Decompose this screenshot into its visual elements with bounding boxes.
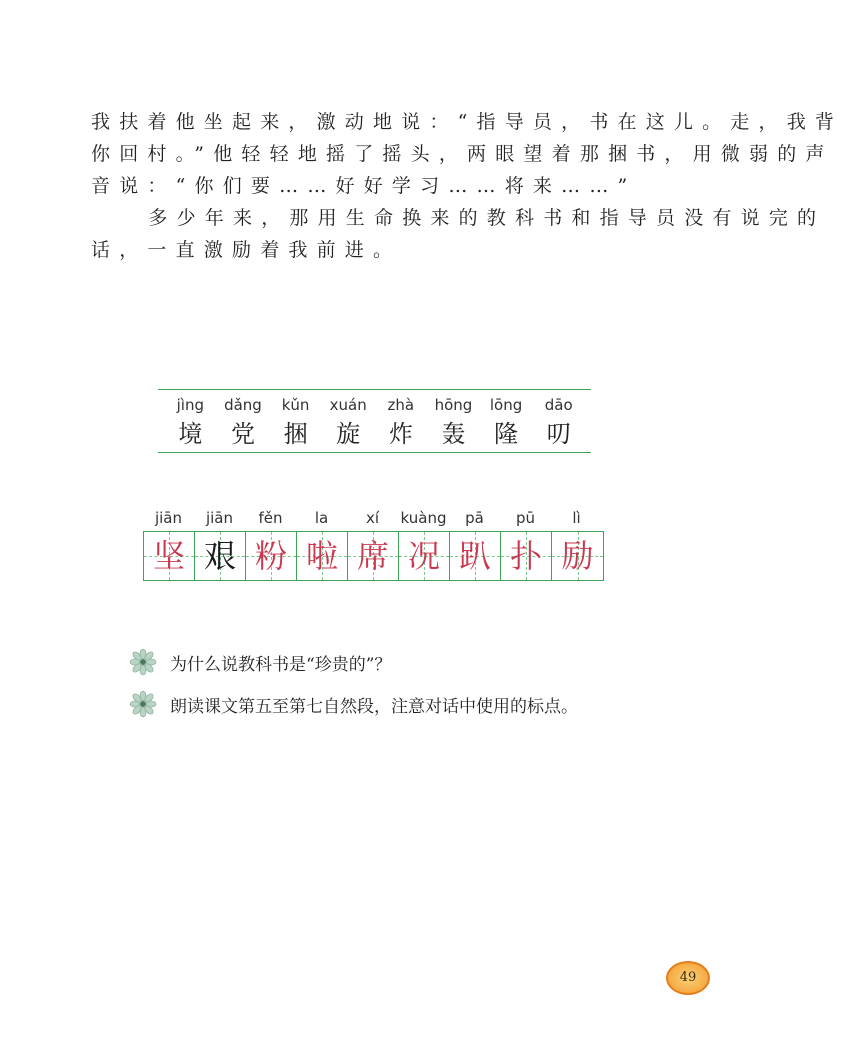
passage-line: 你回村。”他轻轻地摇了摇头，两眼望着那捆书，用微弱的声	[91, 143, 834, 165]
word-item	[376, 396, 426, 449]
pinyin: lì	[572, 509, 581, 527]
flower-icon	[130, 649, 156, 675]
passage-line: 多少年来，那用生命换来的教科书和指导员没有说完的	[92, 207, 826, 229]
question-item	[130, 691, 578, 717]
page-number: 49	[666, 961, 710, 995]
word-item	[323, 396, 373, 449]
passage-line: 话，一直激励着我前进。	[91, 239, 402, 261]
pinyin: pā	[465, 509, 484, 527]
pinyin: kǔn	[281, 396, 310, 414]
grid-cell	[246, 532, 297, 580]
character: 趴	[458, 537, 491, 575]
question-item	[130, 649, 391, 675]
pinyin: lōng	[489, 396, 523, 414]
divider	[158, 452, 591, 453]
word-item	[428, 396, 478, 449]
writing-grid	[143, 531, 604, 581]
character: 捆	[283, 420, 308, 448]
word-item	[165, 396, 215, 449]
character: 炸	[388, 420, 413, 448]
pinyin: hōng	[434, 396, 473, 414]
pinyin: kuàng	[400, 509, 447, 527]
grid-cell	[348, 532, 399, 580]
write-words-pinyin	[143, 509, 602, 527]
character: 扑	[509, 537, 542, 575]
word-item	[218, 396, 268, 449]
flower-icon	[130, 691, 156, 717]
grid-cell	[450, 532, 501, 580]
pinyin: xuán	[329, 396, 367, 414]
passage-line: 音说：“你们要……好好学习……将来……”	[91, 175, 637, 197]
grid-cell	[399, 532, 450, 580]
character: 席	[356, 537, 389, 575]
grid-cell	[144, 532, 195, 580]
pinyin: zhà	[387, 396, 415, 414]
character: 旋	[336, 420, 361, 448]
passage-line: 我扶着他坐起来，激动地说：“指导员，书在这儿。走，我背	[91, 111, 843, 133]
pinyin: jiān	[154, 509, 183, 527]
pinyin: jìng	[176, 396, 204, 414]
pinyin: dǎng	[224, 396, 262, 414]
character: 粉	[254, 537, 287, 575]
pinyin: xí	[365, 509, 380, 527]
pinyin: la	[314, 509, 329, 527]
character: 啦	[305, 537, 338, 575]
character: 党	[230, 420, 255, 448]
grid-cell	[297, 532, 348, 580]
pinyin: pū	[515, 509, 536, 527]
pinyin: fěn	[258, 509, 283, 527]
recognize-words	[158, 396, 591, 449]
word-item	[534, 396, 584, 449]
character: 轰	[441, 420, 466, 448]
question-text: 朗读课文第五至第七自然段，注意对话中使用的标点。	[170, 696, 578, 717]
character: 励	[561, 537, 594, 575]
character: 艰	[203, 537, 236, 575]
character: 境	[178, 420, 203, 448]
grid-cell	[552, 532, 603, 580]
grid-cell	[501, 532, 552, 580]
grid-cell	[195, 532, 246, 580]
question-text: 为什么说教科书是“珍贵的”？	[170, 654, 392, 675]
character: 况	[407, 537, 440, 575]
character: 坚	[152, 537, 185, 575]
divider	[158, 389, 591, 390]
character: 隆	[494, 420, 519, 448]
word-item	[271, 396, 321, 449]
character: 叨	[546, 420, 571, 448]
word-item	[481, 396, 531, 449]
pinyin: dāo	[544, 396, 573, 414]
pinyin: jiān	[205, 509, 234, 527]
